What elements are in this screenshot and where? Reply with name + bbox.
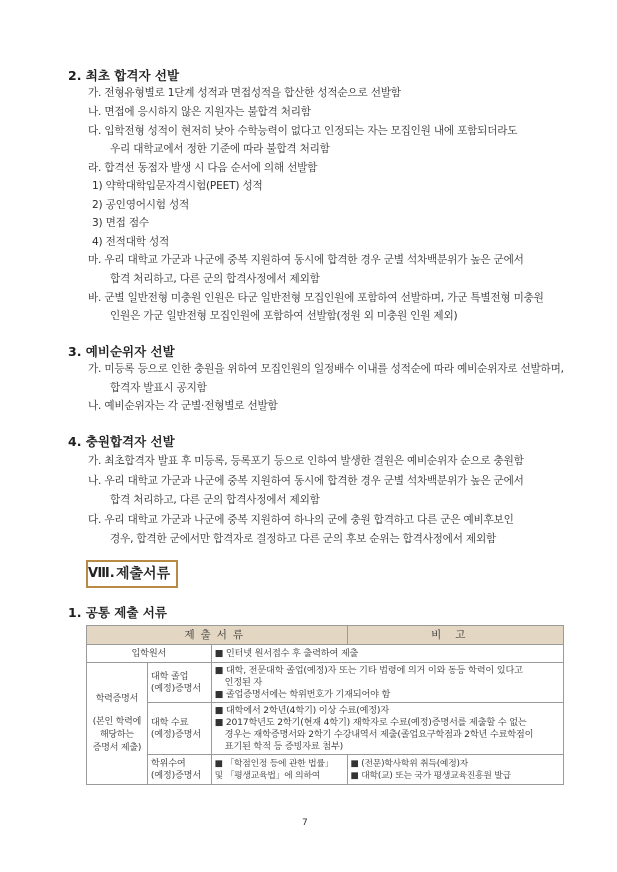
s2-item-ba-line1: 바. 군별 일반전형 미충원 인원은 타군 일반전형 모집인원에 포함하여 선발하며, 가군 특별전형 미충원 [88, 292, 544, 304]
degree-note-right-2: ■ 대학(교) 또는 국가 평생교육진흥원 발급 [350, 770, 511, 781]
table-row [87, 703, 564, 755]
chapter-8-number: Ⅷ. [88, 562, 114, 586]
table-row [87, 645, 564, 663]
completion-name-line1: 대학 수료 [150, 716, 189, 728]
row-degree-name [147, 755, 211, 785]
s2-tiebreak-4: 4) 전적대학 성적 [92, 236, 170, 248]
section-8-1-title: 1. 공통 제출 서류 [68, 605, 167, 620]
section-4-title: 4. 충원합격자 선발 [68, 434, 175, 449]
s3-item-ga-line1: 가. 미등록 등으로 인한 충원을 위하여 모집인원의 일정배수 이내를 성적순에 따라 예비순위자로 선발하며, [88, 363, 564, 375]
academic-certificate-group [87, 663, 148, 785]
group-title: 학력증명서 [95, 693, 139, 704]
s2-item-ga: 가. 전형유형별로 1단계 성적과 면접성적을 합산한 성적순으로 선발함 [88, 87, 401, 99]
s2-item-na: 나. 면접에 응시하지 않은 지원자는 불합격 처리함 [88, 106, 311, 118]
row-completion-note [211, 703, 563, 755]
degree-name-line2: (예정)증명서 [150, 769, 202, 781]
degree-note-right-1: ■ (전문)학사학위 취득(예정)자 [350, 758, 469, 769]
table-row [87, 755, 564, 785]
degree-note-left-1: ■ 「학점인정 등에 관한 법률」 [214, 758, 334, 769]
s4-item-na-line1: 나. 우리 대학교 가군과 나군에 중복 지원하여 동시에 합격한 경우 군별 석차백분위가 높은 군에서 [88, 475, 524, 487]
group-note-line1: (본인 학력에 [92, 716, 142, 727]
section-3-title: 3. 예비순위자 선발 [68, 344, 175, 359]
graduation-name-line1: 대학 졸업 [150, 670, 189, 682]
s2-tiebreak-1: 1) 약학대학입문자격시험(PEET) 성적 [92, 180, 263, 192]
graduation-note-1: ■ 대학, 전문대학 졸업(예정)자 또는 기타 법령에 의거 이와 동등 학력이 있다고 [214, 664, 523, 676]
chapter-8-title: 제출서류 [116, 566, 171, 582]
section-2-title: 2. 최초 합격자 선발 [68, 68, 180, 83]
completion-note-2c: 표기된 학적 등 증빙자료 첨부) [224, 740, 344, 752]
completion-name-line2: (예정)증명서 [150, 728, 202, 740]
s2-tiebreak-3: 3) 면접 점수 [92, 217, 149, 229]
row-application-form-name: 입학원서 [87, 645, 212, 663]
table-header-row [87, 626, 564, 645]
row-graduation-name [147, 663, 211, 703]
completion-note-2: ■ 2017학년도 2학기(현재 4학기) 재학자로 수료(예정)증명서를 제출할 수 없는 [214, 716, 527, 728]
s2-item-ra: 라. 합격선 동점자 발생 시 다음 순서에 의해 선발함 [88, 162, 318, 174]
row-graduation-note [211, 663, 563, 703]
row-completion-name [147, 703, 211, 755]
table-row [87, 663, 564, 703]
graduation-name-line2: (예정)증명서 [150, 682, 202, 694]
s2-item-ma-line2: 합격 처리하고, 다른 군의 합격사정에서 제외함 [110, 273, 320, 285]
group-note-line2: 해당하는 [99, 729, 134, 740]
s4-item-da-line2: 경우, 합격한 군에서만 합격자로 결정하고 다른 군의 후보 순위는 합격사정에서 제외함 [110, 533, 497, 545]
row-degree-note-left [211, 755, 347, 785]
header-documents: 제출서류 [87, 626, 348, 645]
graduation-note-2: ■ 졸업증명서에는 학위번호가 기재되어야 함 [214, 688, 391, 700]
page-number: 7 [302, 818, 308, 828]
s4-item-na-line2: 합격 처리하고, 다른 군의 합격사정에서 제외함 [110, 494, 320, 506]
degree-name-line1: 학위수여 [150, 757, 186, 769]
s2-item-ma-line1: 마. 우리 대학교 가군과 나군에 중복 지원하여 동시에 합격한 경우 군별 석차백분위가 높은 군에서 [88, 254, 524, 266]
completion-note-2b: 경우는 재학증명서와 2학기 수강내역서 제출(졸업요구학점과 2학년 수료학점이 [224, 728, 534, 740]
chapter-8-header [86, 560, 178, 588]
row-degree-note-right [347, 755, 563, 785]
s3-item-ga-line2: 합격자 발표시 공지함 [110, 382, 207, 394]
degree-note-left-2: 및 「평생교육법」에 의하여 [214, 770, 321, 781]
documents-table [86, 625, 564, 785]
graduation-note-1b: 인정된 자 [224, 676, 263, 688]
header-remarks: 비고 [347, 626, 563, 645]
s2-tiebreak-2: 2) 공인영어시험 성적 [92, 199, 190, 211]
s2-item-da-line2: 우리 대학교에서 정한 기준에 따라 불합격 처리함 [110, 143, 330, 155]
completion-note-1: ■ 대학에서 2학년(4학기) 이상 수료(예정)자 [214, 704, 389, 716]
s2-item-da-line1: 다. 입학전형 성적이 현저히 낮아 수학능력이 없다고 인정되는 자는 모집인원 내에 포함되더라도 [88, 125, 518, 137]
s4-item-da-line1: 다. 우리 대학교 가군과 나군에 중복 지원하여 하나의 군에 충원 합격하고 다른 군은 예비후보인 [88, 514, 514, 526]
s4-item-ga: 가. 최초합격자 발표 후 미등록, 등록포기 등으로 인하여 발생한 결원은 예비순위자 순으로 충원함 [88, 455, 524, 467]
s3-item-na: 나. 예비순위자는 각 군별·전형별로 선발함 [88, 400, 278, 412]
group-note-line3: 증명서 제출) [92, 742, 142, 753]
row-application-form-note: ■ 인터넷 원서접수 후 출력하여 제출 [211, 645, 563, 663]
s2-item-ba-line2: 인원은 가군 일반전형 모집인원에 포함하여 선발함(정원 외 미충원 인원 제외) [110, 310, 458, 322]
